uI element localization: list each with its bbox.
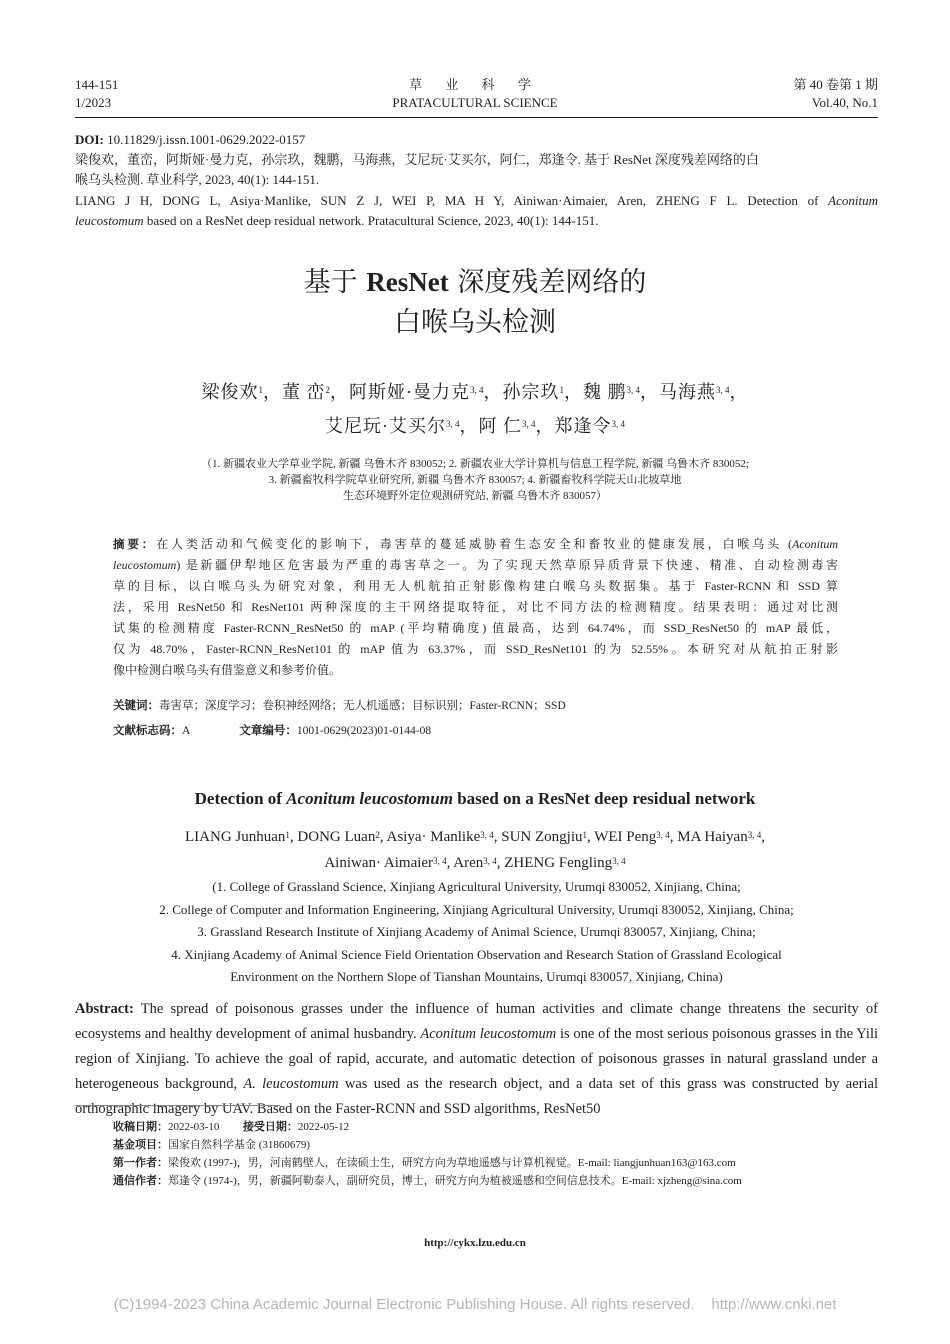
header-right bbox=[793, 76, 878, 112]
affiliation-en-line: 3. Grassland Research Institute of Xinjiang Academy of Animal Science, Urumqi 830057, Xinjiang, China; bbox=[197, 924, 756, 939]
received-date: 2022-03-10 bbox=[168, 1121, 220, 1133]
citation-cn-2: 喉乌头检测. 草业科学, 2023, 40(1): 144-151. bbox=[75, 172, 320, 187]
affiliations-en bbox=[75, 876, 878, 989]
abstract-cn: 摘要：在人类活动和气候变化的影响下，毒害草的蔓延威胁着生态安全和畜牧业的健康发展，白喉乌头 (Aconitum leucostomum) 是新疆伊犁地区危害最为严重的毒害草之一。为了实现天然草原异质背景下快速、精准、自动检测毒害 草的目标，以白喉乌头为研究对象，利用无人机航拍正射影像构建白喉乌头数据集。基于 Faster-RCNN 和 SSD 算 法，采用 ResNet50 和 ResNet101 两种深度的主干网络提取特征，对比不同方法的检测精度。结果表明：通过对比测 试集的检测精度 Faster-RCNN_ResNet50 的 mAP (平均精确度) 值最高，达到 64.74%，而 SSD_ResNet50 的 mAP 最低， 仅为 48.70%，Faster-RCNN_ResNet101 的 mAP 值为 63.37%，而 SSD_ResNet101 的为 52.55%。本研究对从航拍正射影 像中检测白喉乌头有借鉴意义和参考价值。 bbox=[113, 537, 839, 677]
affiliation-en-line: Environment on the Northern Slope of Tianshan Mountains, Urumqi 830057, Xinjiang, China) bbox=[230, 969, 723, 984]
accepted-date: 2022-05-12 bbox=[297, 1121, 350, 1133]
dates-line: 收稿日期：2022-03-10 接受日期：2022-05-12 bbox=[113, 1120, 350, 1133]
first-author-line: 第一作者：梁俊欢 (1997-)，男，河南鹤壁人，在读硕士生，研究方向为草地遥感与计算机视觉。E-mail: liangjunhuan163@163.com bbox=[113, 1156, 736, 1169]
abstract-en-label: Abstract: bbox=[75, 1001, 134, 1017]
footnotes bbox=[113, 1118, 873, 1190]
doi-label: DOI: bbox=[75, 132, 104, 147]
doc-code-label: 文献标志码： bbox=[113, 723, 182, 737]
article-number-label: 文章编号： bbox=[239, 723, 297, 737]
authors-en bbox=[0, 824, 950, 876]
keywords-text: 毒害草；深度学习；卷积神经网络；无人机遥感；目标识别；Faster-RCNN；SSD bbox=[159, 700, 566, 712]
header-left bbox=[75, 76, 118, 112]
cnki-watermark: (C)1994-2023 China Academic Journal Electronic Publishing House. All rights reserved. http://www.cnki.net bbox=[113, 1296, 837, 1313]
citation-en-1: LIANG J H, DONG L, Asiya·Manlike, SUN Z J, WEI P, MA H Y, Ainiwan·Aimaier, Aren, ZHENG F L. Detection of Aconitum bbox=[75, 193, 878, 208]
keywords-label: 关键词： bbox=[113, 698, 159, 712]
affiliation-en-line: 4. Xinjiang Academy of Animal Science Field Orientation Observation and Research Station of Grassland Ecological bbox=[171, 946, 782, 962]
keywords-cn bbox=[113, 695, 838, 716]
authors-cn-line2: 艾尼玩·艾买尔$^{3, 4}$，阿 仁$^{3, 4}$，郑逢令$^{3, 4}$ bbox=[325, 416, 625, 436]
footnote-rule bbox=[75, 1105, 280, 1106]
title-cn bbox=[0, 262, 950, 343]
title-cn-line2: 白喉乌头检测 bbox=[394, 307, 556, 338]
volume-en: Vol.40, No.1 bbox=[811, 95, 878, 110]
affiliation-cn-line: 生态环境野外定位观测研究站, 新疆 乌鲁木齐 830057） bbox=[343, 490, 607, 502]
header-rule bbox=[75, 117, 878, 118]
citation-block bbox=[75, 130, 878, 231]
document-code-line bbox=[113, 720, 838, 741]
authors-cn-line1: 梁俊欢$^1$，董 峦$^2$，阿斯娅·曼力克$^{3, 4}$，孙宗玖$^1$，魏 鹏$^{3, 4}$，马海燕$^{3, 4}$， bbox=[201, 382, 749, 402]
title-cn-line1: 基于 ResNet 深度残差网络的 bbox=[303, 267, 647, 298]
journal-name-en: PRATACULTURAL SCIENCE bbox=[392, 95, 558, 110]
fund-line: 基金项目：国家自然科学基金 (31860679) bbox=[113, 1138, 311, 1151]
affiliations-cn bbox=[0, 456, 950, 504]
authors-en-line1: LIANG Junhuan$^1$, DONG Luan$^2$, Asiya· Manlike$^{3, 4}$, SUN Zongjiu$^1$, WEI Peng$^{3, 4}$, MA Haiyan$^{3, 4}$, bbox=[185, 829, 765, 845]
citation-en-2: leucostomum based on a ResNet deep residual network. Pratacultural Science, 2023, 40(1): 144-151. bbox=[75, 213, 599, 228]
citation-cn-1: 梁俊欢，董峦，阿斯娅·曼力克，孙宗玖，魏鹏，马海燕，艾尼玩·艾买尔，阿仁，郑逢令. 基于 ResNet 深度残差网络的白 bbox=[75, 152, 759, 167]
article-number-value: 1001-0629(2023)01-0144-08 bbox=[296, 725, 432, 737]
page-range: 144-151 bbox=[75, 77, 119, 92]
affiliation-en-line: 2. College of Computer and Information Engineering, Xinjiang Agricultural University, Urumqi 830052, Xinjiang, China; bbox=[159, 901, 794, 917]
affiliation-en-line: (1. College of Grassland Science, Xinjiang Agricultural University, Urumqi 830052, Xinjiang, China; bbox=[212, 879, 741, 894]
issue-date: 1/2023 bbox=[75, 95, 112, 110]
abstract-en: Abstract: The spread of poisonous grasses under the influence of human activities and climate change threatens the security of ecosystems and healthy development of animal husbandry. Aconitum leucostomum is one of the most serious poisonous grasses in the Yili region of Xinjiang. To achieve the goal of rapid, accurate, and automatic detection of poisonous grasses in natural grassland under a heterogeneous background, A. leucostomum was used as the research object, and a data set of this grass was constructed by aerial orthographic imagery by UAV. Based on the Faster-RCNN and SSD algorithms, ResNet50 bbox=[75, 1001, 878, 1117]
affiliation-cn-line: （1. 新疆农业大学草业学院, 新疆 乌鲁木齐 830052; 2. 新疆农业大学计算机与信息工程学院, 新疆 乌鲁木齐 830052; bbox=[201, 458, 749, 470]
journal-url[interactable]: http://cykx.lzu.edu.cn bbox=[424, 1237, 526, 1249]
volume-cn: 第 40 卷第 1 期 bbox=[793, 77, 878, 92]
title-en: Detection of Aconitum leucostomum based on a ResNet deep residual network bbox=[194, 789, 756, 808]
authors-en-line2: Ainiwan· Aimaier$^{3, 4}$, Aren$^{3, 4}$, ZHENG Fengling$^{3, 4}$ bbox=[324, 855, 626, 871]
affiliation-cn-line: 3. 新疆畜牧科学院草业研究所, 新疆 乌鲁木齐 830057; 4. 新疆畜牧科学院天山北坡草地 bbox=[268, 474, 682, 486]
journal-name-cn: 草 业 科 学 bbox=[409, 77, 541, 92]
doi-line bbox=[75, 130, 878, 150]
doc-code-value: A bbox=[182, 725, 190, 737]
corresponding-author-line: 通信作者：郑逢令 (1974-)，男，新疆阿勒泰人，副研究员，博士，研究方向为植被遥感和空间信息技术。E-mail: xjzheng@sina.com bbox=[113, 1174, 742, 1187]
authors-cn bbox=[0, 378, 950, 440]
abstract-cn-label: 摘要： bbox=[113, 537, 157, 551]
header-center bbox=[300, 76, 650, 112]
doi-value[interactable]: 10.11829/j.issn.1001-0629.2022-0157 bbox=[103, 132, 306, 147]
